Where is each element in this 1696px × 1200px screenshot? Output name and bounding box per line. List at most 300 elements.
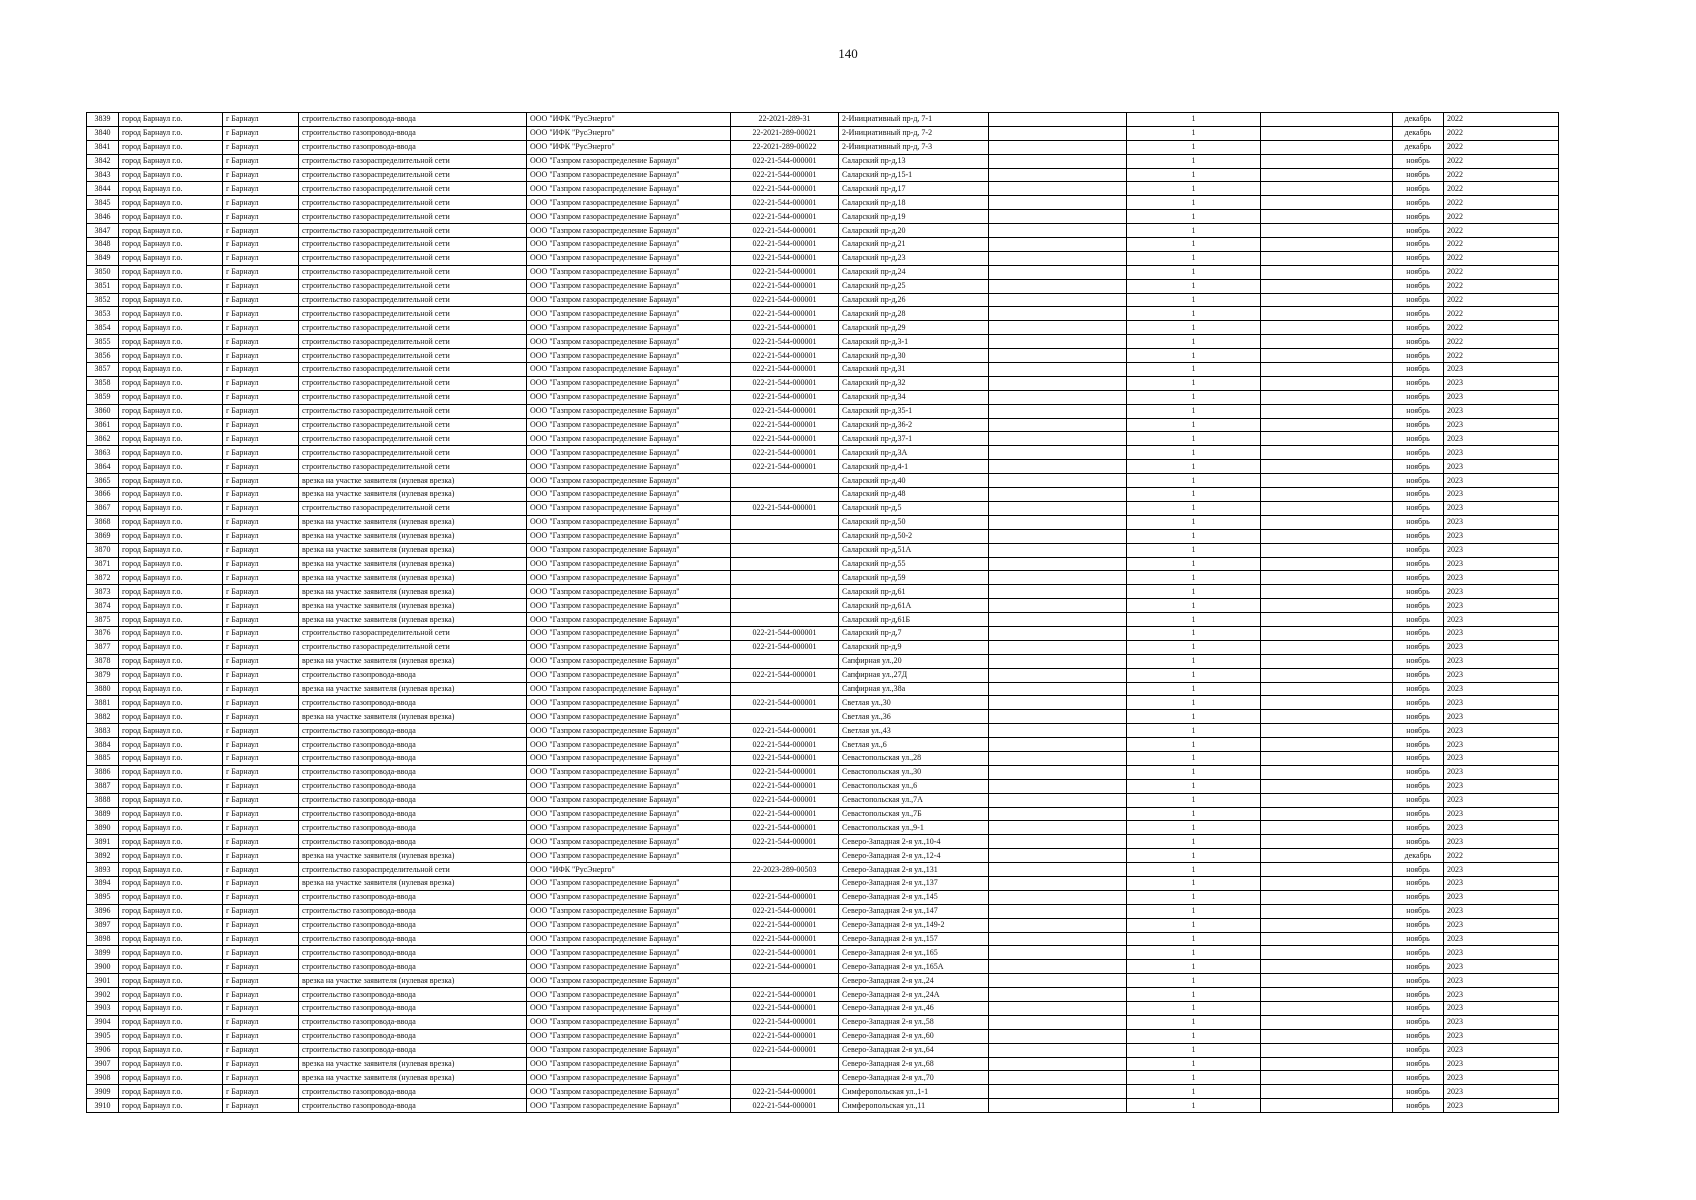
address-cell: Северо-Западная 2-я ул.,147 [839,904,989,918]
quantity-cell: 1 [1127,793,1261,807]
organization-cell: ООО "Газпром газораспределение Барнаул" [527,904,731,918]
quantity-cell: 1 [1127,182,1261,196]
note-cell [1261,890,1393,904]
address-cell: Северо-Западная 2-я ул.,68 [839,1057,989,1071]
program-code-cell [731,654,839,668]
quantity-cell: 1 [1127,835,1261,849]
note-cell [1261,140,1393,154]
settlement-cell: г Барнаул [223,432,299,446]
note-cell [1261,126,1393,140]
program-code-cell: 022-21-544-000001 [731,1043,839,1057]
work-type-cell: строительство газораспределительной сети [299,321,527,335]
work-type-cell: врезка на участке заявителя (нулевая врезка) [299,710,527,724]
address-cell: Саларский пр-д,61 [839,585,989,599]
program-code-cell: 022-21-544-000001 [731,279,839,293]
note-cell [1261,807,1393,821]
month-cell: ноябрь [1393,932,1444,946]
note-cell [1261,654,1393,668]
table-row [87,571,1559,585]
month-cell: ноябрь [1393,474,1444,488]
settlement-cell: г Барнаул [223,988,299,1002]
settlement-cell: г Барнаул [223,918,299,932]
extra-cell [989,1057,1127,1071]
row-number-cell: 3863 [87,446,119,460]
row-number-cell: 3901 [87,974,119,988]
row-number-cell: 3909 [87,1085,119,1099]
month-cell: ноябрь [1393,585,1444,599]
quantity-cell: 1 [1127,779,1261,793]
row-number-cell: 3860 [87,404,119,418]
row-number-cell: 3883 [87,724,119,738]
table-row [87,251,1559,265]
note-cell [1261,585,1393,599]
municipality-cell: город Барнаул г.о. [119,599,223,613]
program-code-cell: 022-21-544-000001 [731,265,839,279]
organization-cell: ООО "Газпром газораспределение Барнаул" [527,1085,731,1099]
settlement-cell: г Барнаул [223,140,299,154]
organization-cell: ООО "Газпром газораспределение Барнаул" [527,390,731,404]
municipality-cell: город Барнаул г.о. [119,654,223,668]
municipality-cell: город Барнаул г.о. [119,446,223,460]
table-row [87,793,1559,807]
work-type-cell: строительство газораспределительной сети [299,432,527,446]
municipality-cell: город Барнаул г.о. [119,863,223,877]
program-code-cell: 022-21-544-000001 [731,807,839,821]
settlement-cell: г Барнаул [223,182,299,196]
organization-cell: ООО "Газпром газораспределение Барнаул" [527,696,731,710]
quantity-cell: 1 [1127,863,1261,877]
address-cell: Саларский пр-д,5 [839,501,989,515]
work-type-cell: строительство газораспределительной сети [299,418,527,432]
extra-cell [989,418,1127,432]
year-cell: 2023 [1444,765,1559,779]
table-row [87,265,1559,279]
year-cell: 2023 [1444,613,1559,627]
note-cell [1261,988,1393,1002]
work-type-cell: строительство газопровода-ввода [299,696,527,710]
month-cell: декабрь [1393,849,1444,863]
table-row [87,126,1559,140]
work-type-cell: строительство газораспределительной сети [299,279,527,293]
program-code-cell: 022-21-544-000001 [731,696,839,710]
note-cell [1261,974,1393,988]
quantity-cell: 1 [1127,724,1261,738]
organization-cell: ООО "Газпром газораспределение Барнаул" [527,265,731,279]
extra-cell [989,557,1127,571]
extra-cell [989,932,1127,946]
extra-cell [989,404,1127,418]
address-cell: Саларский пр-д,29 [839,321,989,335]
year-cell: 2023 [1444,515,1559,529]
year-cell: 2022 [1444,182,1559,196]
month-cell: ноябрь [1393,1085,1444,1099]
year-cell: 2023 [1444,1085,1559,1099]
quantity-cell: 1 [1127,918,1261,932]
municipality-cell: город Барнаул г.о. [119,668,223,682]
year-cell: 2023 [1444,890,1559,904]
row-number-cell: 3877 [87,640,119,654]
month-cell: ноябрь [1393,404,1444,418]
year-cell: 2022 [1444,307,1559,321]
year-cell: 2023 [1444,432,1559,446]
organization-cell: ООО "Газпром газораспределение Барнаул" [527,835,731,849]
note-cell [1261,821,1393,835]
address-cell: Саларский пр-д,24 [839,265,989,279]
municipality-cell: город Барнаул г.о. [119,529,223,543]
program-code-cell: 022-21-544-000001 [731,932,839,946]
address-cell: Саларский пр-д,30 [839,349,989,363]
note-cell [1261,446,1393,460]
extra-cell [989,1002,1127,1016]
organization-cell: ООО "Газпром газораспределение Барнаул" [527,251,731,265]
row-number-cell: 3848 [87,238,119,252]
row-number-cell: 3898 [87,932,119,946]
table-row [87,599,1559,613]
municipality-cell: город Барнаул г.о. [119,432,223,446]
month-cell: ноябрь [1393,654,1444,668]
quantity-cell: 1 [1127,529,1261,543]
table-row [87,376,1559,390]
year-cell: 2023 [1444,571,1559,585]
address-cell: Саларский пр-д,51А [839,543,989,557]
extra-cell [989,488,1127,502]
municipality-cell: город Барнаул г.о. [119,932,223,946]
quantity-cell: 1 [1127,224,1261,238]
table-row [87,682,1559,696]
work-type-cell: строительство газораспределительной сети [299,640,527,654]
note-cell [1261,1002,1393,1016]
address-cell: Сапфирная ул.,38а [839,682,989,696]
program-code-cell: 022-21-544-000001 [731,640,839,654]
row-number-cell: 3895 [87,890,119,904]
settlement-cell: г Барнаул [223,474,299,488]
quantity-cell: 1 [1127,501,1261,515]
program-code-cell [731,515,839,529]
row-number-cell: 3905 [87,1029,119,1043]
organization-cell: ООО "Газпром газораспределение Барнаул" [527,765,731,779]
table-row [87,849,1559,863]
work-type-cell: строительство газораспределительной сети [299,460,527,474]
settlement-cell: г Барнаул [223,585,299,599]
note-cell [1261,543,1393,557]
row-number-cell: 3875 [87,613,119,627]
organization-cell: ООО "Газпром газораспределение Барнаул" [527,960,731,974]
year-cell: 2023 [1444,501,1559,515]
row-number-cell: 3852 [87,293,119,307]
settlement-cell: г Барнаул [223,793,299,807]
row-number-cell: 3859 [87,390,119,404]
municipality-cell: город Барнаул г.о. [119,738,223,752]
extra-cell [989,446,1127,460]
work-type-cell: строительство газопровода-ввода [299,738,527,752]
quantity-cell: 1 [1127,238,1261,252]
organization-cell: ООО "Газпром газораспределение Барнаул" [527,210,731,224]
table-row [87,279,1559,293]
month-cell: ноябрь [1393,1002,1444,1016]
work-type-cell: строительство газораспределительной сети [299,238,527,252]
extra-cell [989,376,1127,390]
month-cell: ноябрь [1393,988,1444,1002]
work-type-cell: строительство газопровода-ввода [299,1099,527,1113]
table-row [87,960,1559,974]
settlement-cell: г Барнаул [223,321,299,335]
address-cell: Саларский пр-д,50 [839,515,989,529]
year-cell: 2023 [1444,557,1559,571]
quantity-cell: 1 [1127,376,1261,390]
row-number-cell: 3892 [87,849,119,863]
organization-cell: ООО "Газпром газораспределение Барнаул" [527,738,731,752]
row-number-cell: 3849 [87,251,119,265]
program-code-cell: 022-21-544-000001 [731,668,839,682]
organization-cell: ООО "Газпром газораспределение Барнаул" [527,404,731,418]
note-cell [1261,668,1393,682]
organization-cell: ООО "Газпром газораспределение Барнаул" [527,446,731,460]
address-cell: Симферопольская ул.,11 [839,1099,989,1113]
organization-cell: ООО "Газпром газораспределение Барнаул" [527,974,731,988]
table-row [87,1043,1559,1057]
municipality-cell: город Барнаул г.о. [119,807,223,821]
municipality-cell: город Барнаул г.о. [119,307,223,321]
year-cell: 2023 [1444,974,1559,988]
row-number-cell: 3855 [87,335,119,349]
municipality-cell: город Барнаул г.о. [119,613,223,627]
work-type-cell: врезка на участке заявителя (нулевая врезка) [299,849,527,863]
row-number-cell: 3843 [87,168,119,182]
address-cell: Северо-Западная 2-я ул.,12-4 [839,849,989,863]
year-cell: 2022 [1444,154,1559,168]
row-number-cell: 3907 [87,1057,119,1071]
municipality-cell: город Барнаул г.о. [119,168,223,182]
organization-cell: ООО "Газпром газораспределение Барнаул" [527,154,731,168]
row-number-cell: 3903 [87,1002,119,1016]
program-code-cell [731,585,839,599]
row-number-cell: 3861 [87,418,119,432]
program-code-cell: 22-2021-289-31 [731,113,839,127]
extra-cell [989,113,1127,127]
row-number-cell: 3876 [87,626,119,640]
address-cell: Саларский пр-д,23 [839,251,989,265]
organization-cell: ООО "Газпром газораспределение Барнаул" [527,682,731,696]
settlement-cell: г Барнаул [223,363,299,377]
month-cell: ноябрь [1393,918,1444,932]
program-code-cell: 022-21-544-000001 [731,890,839,904]
table-row [87,946,1559,960]
address-cell: Саларский пр-д,9 [839,640,989,654]
year-cell: 2022 [1444,126,1559,140]
extra-cell [989,724,1127,738]
address-cell: Саларский пр-д,25 [839,279,989,293]
extra-cell [989,196,1127,210]
program-code-cell: 022-21-544-000001 [731,238,839,252]
note-cell [1261,751,1393,765]
organization-cell: ООО "Газпром газораспределение Барнаул" [527,363,731,377]
month-cell: ноябрь [1393,168,1444,182]
organization-cell: ООО "Газпром газораспределение Барнаул" [527,890,731,904]
organization-cell: ООО "Газпром газораспределение Барнаул" [527,613,731,627]
quantity-cell: 1 [1127,390,1261,404]
note-cell [1261,515,1393,529]
row-number-cell: 3854 [87,321,119,335]
month-cell: ноябрь [1393,446,1444,460]
month-cell: ноябрь [1393,821,1444,835]
note-cell [1261,710,1393,724]
note-cell [1261,626,1393,640]
organization-cell: ООО "ИФК "РусЭнерго" [527,863,731,877]
month-cell: ноябрь [1393,626,1444,640]
settlement-cell: г Барнаул [223,682,299,696]
note-cell [1261,529,1393,543]
month-cell: ноябрь [1393,279,1444,293]
program-code-cell: 022-21-544-000001 [731,918,839,932]
table-row [87,1099,1559,1113]
municipality-cell: город Барнаул г.о. [119,1085,223,1099]
organization-cell: ООО "Газпром газораспределение Барнаул" [527,932,731,946]
quantity-cell: 1 [1127,1057,1261,1071]
year-cell: 2023 [1444,710,1559,724]
municipality-cell: город Барнаул г.о. [119,876,223,890]
quantity-cell: 1 [1127,279,1261,293]
work-type-cell: строительство газопровода-ввода [299,932,527,946]
quantity-cell: 1 [1127,168,1261,182]
extra-cell [989,710,1127,724]
quantity-cell: 1 [1127,946,1261,960]
month-cell: ноябрь [1393,418,1444,432]
work-type-cell: строительство газораспределительной сети [299,251,527,265]
address-cell: Северо-Западная 2-я ул.,24А [839,988,989,1002]
row-number-cell: 3885 [87,751,119,765]
month-cell: ноябрь [1393,807,1444,821]
program-code-cell: 022-21-544-000001 [731,1099,839,1113]
quantity-cell: 1 [1127,307,1261,321]
address-cell: Светлая ул.,43 [839,724,989,738]
note-cell [1261,613,1393,627]
quantity-cell: 1 [1127,349,1261,363]
municipality-cell: город Барнаул г.о. [119,849,223,863]
work-type-cell: строительство газораспределительной сети [299,210,527,224]
extra-cell [989,321,1127,335]
program-code-cell: 022-21-544-000001 [731,738,839,752]
year-cell: 2023 [1444,1043,1559,1057]
month-cell: ноябрь [1393,710,1444,724]
year-cell: 2023 [1444,1099,1559,1113]
settlement-cell: г Барнаул [223,376,299,390]
organization-cell: ООО "Газпром газораспределение Барнаул" [527,238,731,252]
extra-cell [989,349,1127,363]
year-cell: 2023 [1444,654,1559,668]
month-cell: ноябрь [1393,904,1444,918]
program-code-cell: 022-21-544-000001 [731,988,839,1002]
organization-cell: ООО "Газпром газораспределение Барнаул" [527,279,731,293]
row-number-cell: 3908 [87,1071,119,1085]
municipality-cell: город Барнаул г.о. [119,821,223,835]
note-cell [1261,599,1393,613]
settlement-cell: г Барнаул [223,390,299,404]
year-cell: 2023 [1444,821,1559,835]
organization-cell: ООО "Газпром газораспределение Барнаул" [527,418,731,432]
month-cell: ноябрь [1393,196,1444,210]
note-cell [1261,335,1393,349]
extra-cell [989,682,1127,696]
quantity-cell: 1 [1127,515,1261,529]
quantity-cell: 1 [1127,460,1261,474]
settlement-cell: г Барнаул [223,765,299,779]
note-cell [1261,418,1393,432]
settlement-cell: г Барнаул [223,126,299,140]
extra-cell [989,474,1127,488]
municipality-cell: город Барнаул г.о. [119,793,223,807]
program-code-cell [731,849,839,863]
year-cell: 2023 [1444,626,1559,640]
work-type-cell: врезка на участке заявителя (нулевая врезка) [299,613,527,627]
work-type-cell: врезка на участке заявителя (нулевая врезка) [299,1071,527,1085]
year-cell: 2023 [1444,488,1559,502]
program-code-cell [731,599,839,613]
address-cell: Северо-Западная 2-я ул.,60 [839,1029,989,1043]
month-cell: ноябрь [1393,251,1444,265]
extra-cell [989,279,1127,293]
settlement-cell: г Барнаул [223,529,299,543]
work-type-cell: строительство газораспределительной сети [299,196,527,210]
address-cell: Севастопольская ул.,7А [839,793,989,807]
year-cell: 2023 [1444,876,1559,890]
extra-cell [989,1099,1127,1113]
program-code-cell: 022-21-544-000001 [731,307,839,321]
organization-cell: ООО "Газпром газораспределение Барнаул" [527,474,731,488]
table-row [87,765,1559,779]
organization-cell: ООО "Газпром газораспределение Барнаул" [527,626,731,640]
row-number-cell: 3857 [87,363,119,377]
work-type-cell: строительство газопровода-ввода [299,988,527,1002]
row-number-cell: 3886 [87,765,119,779]
year-cell: 2023 [1444,724,1559,738]
address-cell: Саларский пр-д,55 [839,557,989,571]
note-cell [1261,321,1393,335]
table-row [87,307,1559,321]
organization-cell: ООО "Газпром газораспределение Барнаул" [527,571,731,585]
row-number-cell: 3904 [87,1015,119,1029]
row-number-cell: 3869 [87,529,119,543]
program-code-cell [731,613,839,627]
table-row [87,182,1559,196]
address-cell: Сапфирная ул.,27Д [839,668,989,682]
extra-cell [989,807,1127,821]
program-code-cell: 022-21-544-000001 [731,779,839,793]
organization-cell: ООО "Газпром газораспределение Барнаул" [527,293,731,307]
extra-cell [989,613,1127,627]
program-code-cell: 022-21-544-000001 [731,196,839,210]
table-row [87,501,1559,515]
address-cell: 2-Инициативный пр-д, 7-2 [839,126,989,140]
extra-cell [989,585,1127,599]
note-cell [1261,238,1393,252]
table-row [87,918,1559,932]
municipality-cell: город Барнаул г.о. [119,321,223,335]
municipality-cell: город Барнаул г.о. [119,1057,223,1071]
quantity-cell: 1 [1127,890,1261,904]
extra-cell [989,224,1127,238]
address-cell: Светлая ул.,6 [839,738,989,752]
address-cell: Северо-Западная 2-я ул.,131 [839,863,989,877]
municipality-cell: город Барнаул г.о. [119,890,223,904]
row-number-cell: 3864 [87,460,119,474]
table-row [87,710,1559,724]
table-row [87,488,1559,502]
quantity-cell: 1 [1127,1015,1261,1029]
settlement-cell: г Барнаул [223,1099,299,1113]
address-cell: Саларский пр-д,18 [839,196,989,210]
municipality-cell: город Барнаул г.о. [119,363,223,377]
quantity-cell: 1 [1127,571,1261,585]
